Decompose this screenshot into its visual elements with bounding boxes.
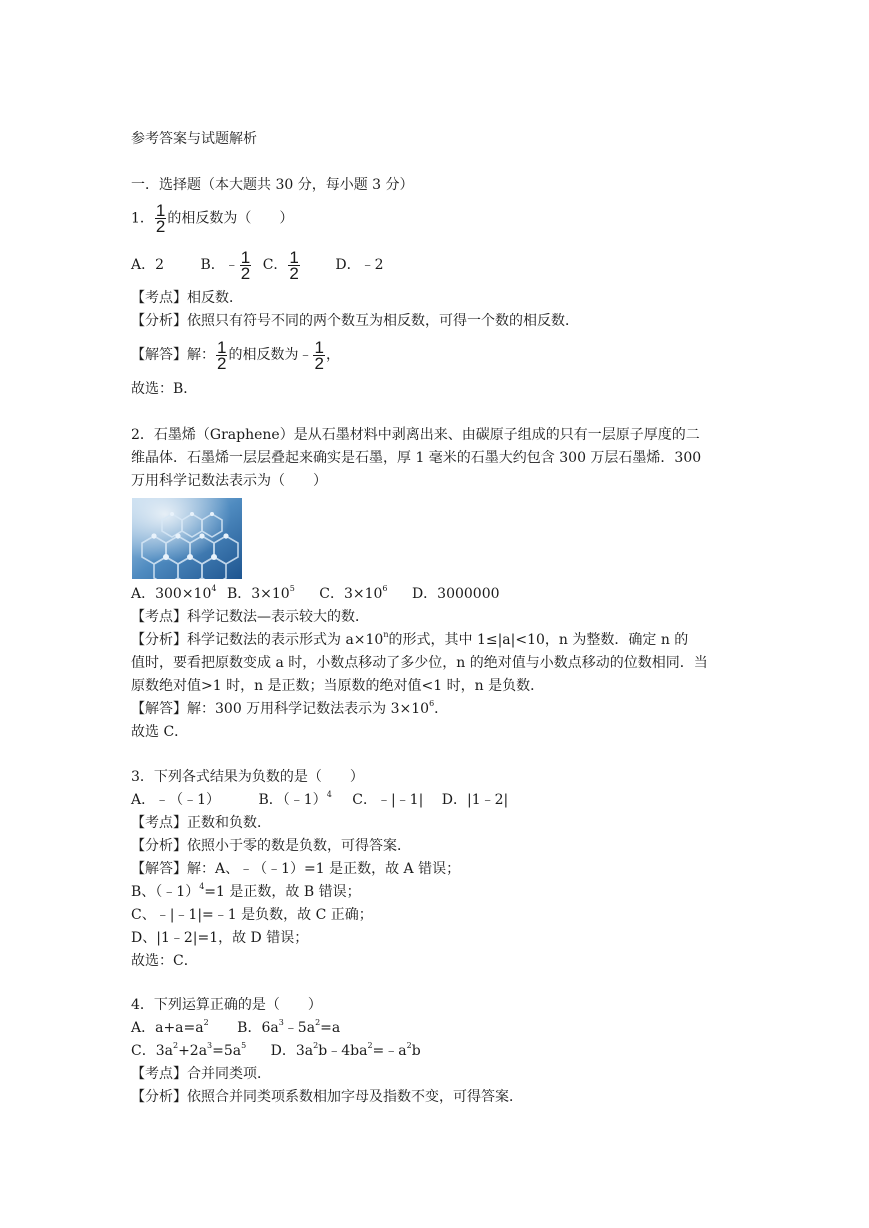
q2-option-c: C．$3\times 10^6$ (319, 584, 388, 602)
q4-option-c: C．$3a^2+2a^3=5a^5$ (131, 1041, 247, 1059)
q2-jieda: 【解答】解：300 万用科学记数法表示为 $3\times 10^6$． (131, 699, 449, 717)
q4-kaodian: 【考点】合并同类项． (131, 1066, 271, 1082)
q2-options (131, 585, 500, 603)
q1-stem: 1． $\frac{1}{2}$ 的相反数为（ ） (131, 201, 294, 236)
q4-stem: 4．下列运算正确的是（ ） (131, 997, 322, 1013)
q2-stem-line3: 万用科学记数法表示为（ ） (131, 473, 327, 489)
q2-select: 故选 C． (131, 724, 189, 740)
q3-select: 故选：C． (131, 953, 198, 969)
graphene-image (132, 498, 242, 579)
q1-select: 故选：B． (131, 381, 198, 397)
q2-option-d: D．3000000 (411, 586, 500, 602)
q3-fenxi: 【分析】依照小于零的数是负数，可得答案． (131, 838, 411, 854)
q4-options-row1 (131, 1019, 340, 1037)
q1-options (131, 249, 383, 281)
q1-option-d: D．﹣2 (335, 257, 384, 273)
q2-kaodian: 【考点】科学记数法—表示较大的数． (131, 609, 369, 625)
q3-jieda-d: D、|1﹣2|=1，故 D 错误； (131, 930, 309, 946)
q1-fenxi: 【分析】依照只有符号不同的两个数互为相反数，可得一个数的相反数． (131, 313, 579, 329)
q2-fenxi-line1: 【分析】科学记数法的表示形式为 $a\times 10^n$的形式，其中 1≤|a|<10，n 为整数．确定 n 的 (131, 630, 689, 648)
q3-jieda: 【解答】解：A、﹣（﹣1）=1 是正数，故 A 错误； (131, 861, 461, 877)
q3-jieda-b: B、（﹣1）$^4$=1 是正数，故 B 错误； (131, 882, 361, 900)
q4-option-b: B．$6a^3﹣5a^2=a$ (237, 1018, 341, 1036)
q2-stem-line2: 维晶体．石墨烯一层层叠起来确实是石墨，厚 1 毫米的石墨大约包含 300 万层石墨烯．300 (131, 450, 702, 466)
q4-options-row2 (131, 1042, 421, 1060)
q2-fenxi-line2: 值时，要看把原数变成 a 时，小数点移动了多少位，n 的绝对值与小数点移动的位数相同．当 (131, 655, 708, 671)
q1-jieda: 【解答】解： $\frac{1}{2}$ 的相反数为﹣ $\frac{1}{2}$ ， (131, 337, 340, 373)
section-heading: 一．选择题（本大题共 30 分，每小题 3 分） (131, 177, 414, 193)
q1-option-a: A．2 (131, 257, 165, 273)
q4-fenxi: 【分析】依照合并同类项系数相加字母及指数不变，可得答案． (131, 1089, 523, 1105)
q3-option-c: C．﹣|﹣1| (352, 792, 424, 808)
q4-option-a: A．$a+a=a^2$ (131, 1018, 209, 1036)
q2-stem-line1: 2．石墨烯（Graphene）是从石墨材料中剥离出来、由碳原子组成的只有一层原子厚度的二 (131, 427, 700, 443)
q3-option-d: D．|1﹣2| (441, 792, 509, 808)
q2-fenxi-line3: 原数绝对值>1 时，n 是正数；当原数的绝对值<1 时，n 是负数． (131, 678, 545, 694)
q3-option-a: A．﹣（﹣1） (131, 792, 221, 808)
q3-kaodian: 【考点】正数和负数． (131, 815, 271, 831)
fraction-one-half: $\frac{1}{2}$ (155, 201, 166, 236)
q3-option-b: B．（﹣1）$^4$ (258, 790, 332, 808)
q1-kaodian: 【考点】相反数． (131, 290, 243, 306)
q2-option-a: A．$300\times 10^4$ (131, 584, 217, 602)
q2-option-b: B．$3\times 10^5$ (226, 584, 295, 602)
q3-jieda-c: C、﹣|﹣1|=﹣1 是负数，故 C 正确； (131, 907, 373, 923)
q4-option-d: D．$3a^2b﹣4ba^2=﹣a^2b$ (270, 1041, 421, 1059)
q1-option-c: C． $\frac{1}{2}$ (262, 247, 299, 283)
page-title: 参考答案与试题解析 (131, 131, 257, 147)
q1-option-b: B．﹣ $\frac{1}{2}$ (200, 247, 251, 283)
q3-options (131, 791, 508, 809)
q3-stem: 3．下列各式结果为负数的是（ ） (131, 769, 364, 785)
